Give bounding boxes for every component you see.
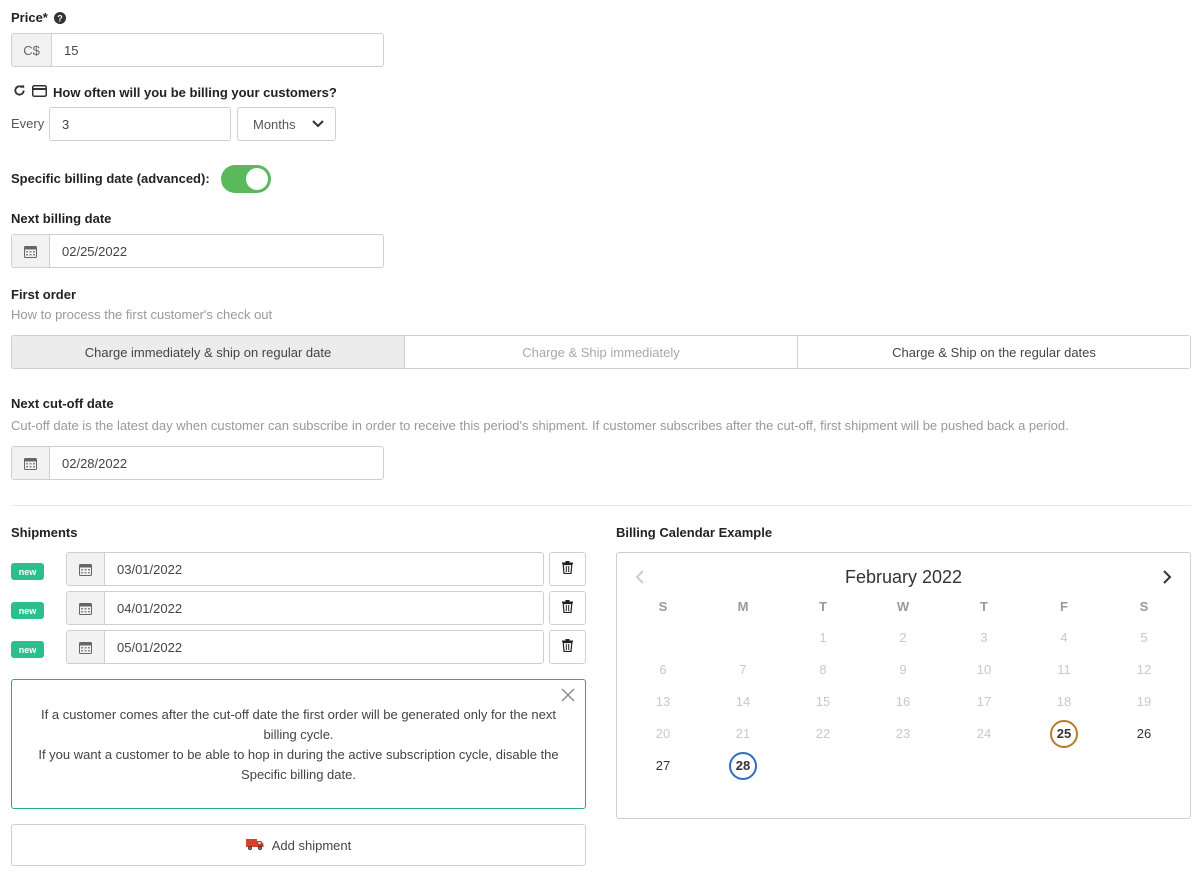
first-order-label: First order — [11, 287, 77, 302]
first-order-help: How to process the first customer's check out — [11, 307, 273, 322]
calendar-day[interactable]: 1 — [819, 630, 827, 645]
help-icon[interactable] — [54, 12, 66, 27]
next-billing-date-group — [11, 234, 384, 268]
calendar-day[interactable]: 12 — [1136, 662, 1152, 677]
weekday-header: T — [980, 599, 988, 614]
next-cutoff-help: Cut-off date is the latest day when customer can subscribe in order to receive this period's shipment. If customer subscribes after the cut-off, first shipment will be pushed back a period. — [11, 418, 1069, 433]
next-billing-date-label: Next billing date — [11, 211, 112, 226]
calendar-day[interactable]: 19 — [1136, 694, 1152, 709]
trash-icon — [562, 600, 573, 616]
calendar-day[interactable]: 7 — [739, 662, 747, 677]
price-label-text: Price* — [11, 10, 48, 25]
billing-frequency-question: How often will you be billing your customers? — [53, 84, 337, 100]
interval-unit-select[interactable] — [237, 107, 336, 141]
add-shipment-label: Add shipment — [271, 837, 352, 853]
calendar-day[interactable]: 14 — [735, 694, 751, 709]
first-order-option-charge-immediately-ship-regular[interactable]: Charge immediately & ship on regular date — [12, 336, 404, 368]
truck-icon — [246, 837, 264, 854]
shipment-date-input[interactable]: 03/01/2022 — [117, 561, 183, 577]
calendar-icon — [67, 592, 105, 624]
cutoff-notice — [11, 679, 586, 809]
interval-unit-value: Months — [253, 116, 296, 132]
calendar-icon — [67, 553, 105, 585]
every-label: Every — [11, 116, 45, 131]
calendar-day[interactable]: 20 — [655, 726, 671, 741]
credit-card-icon — [32, 85, 47, 100]
weekday-header: T — [819, 599, 827, 614]
weekday-header: F — [1060, 599, 1068, 614]
interval-count-input[interactable]: 3 — [49, 107, 231, 141]
calendar-day-billing[interactable]: 25 — [1050, 720, 1078, 748]
chevron-right-icon[interactable] — [1162, 569, 1172, 588]
price-label — [11, 10, 66, 27]
calendar-day[interactable]: 4 — [1060, 630, 1068, 645]
price-input-group — [11, 33, 384, 67]
calendar-day[interactable]: 6 — [659, 662, 667, 677]
shipment-date-input[interactable]: 05/01/2022 — [117, 639, 183, 655]
currency-addon: C$ — [12, 34, 52, 66]
weekday-header: W — [896, 599, 910, 614]
section-divider — [11, 505, 1191, 506]
calendar-day[interactable]: 21 — [735, 726, 751, 741]
shipment-date-input[interactable]: 04/01/2022 — [117, 600, 183, 616]
calendar-day[interactable]: 23 — [895, 726, 911, 741]
calendar-day[interactable]: 24 — [976, 726, 992, 741]
shipment-date-group — [66, 591, 544, 625]
price-input[interactable]: 15 — [64, 42, 79, 58]
specific-billing-label: Specific billing date (advanced): — [11, 171, 210, 186]
add-shipment-button[interactable] — [11, 824, 586, 866]
weekday-header: S — [658, 599, 668, 614]
notice-line-1: If a customer comes after the cut-off date the first order will be generated only for the next billing cycle. — [41, 707, 556, 742]
calendar-day[interactable]: 2 — [899, 630, 907, 645]
delete-shipment-button[interactable] — [549, 630, 586, 664]
calendar-icon — [12, 235, 50, 267]
shipment-date-group — [66, 552, 544, 586]
billing-frequency-heading — [13, 84, 337, 100]
calendar-day-cutoff[interactable]: 28 — [729, 752, 757, 780]
new-badge: new — [11, 641, 44, 658]
calendar-day[interactable]: 10 — [976, 662, 992, 677]
calendar-day[interactable]: 16 — [895, 694, 911, 709]
calendar-day[interactable]: 8 — [819, 662, 827, 677]
next-billing-date-input[interactable]: 02/25/2022 — [62, 243, 128, 259]
calendar-day[interactable]: 11 — [1057, 662, 1071, 677]
delete-shipment-button[interactable] — [549, 552, 586, 586]
calendar-day[interactable]: 9 — [899, 662, 907, 677]
new-badge: new — [11, 563, 44, 580]
chevron-down-icon — [311, 118, 325, 133]
calendar-day[interactable]: 13 — [655, 694, 671, 709]
next-cutoff-input[interactable]: 02/28/2022 — [62, 455, 128, 471]
calendar-day[interactable]: 3 — [980, 630, 988, 645]
calendar-day[interactable]: 15 — [815, 694, 831, 709]
trash-icon — [562, 639, 573, 655]
billing-calendar — [616, 552, 1191, 819]
calendar-day[interactable]: 17 — [976, 694, 992, 709]
notice-line-2: If you want a customer to be able to hop in during the active subscription cycle, disable the Specific billing date. — [38, 747, 559, 782]
delete-shipment-button[interactable] — [549, 591, 586, 625]
shipment-date-group — [66, 630, 544, 664]
weekday-header: S — [1139, 599, 1149, 614]
next-cutoff-label: Next cut-off date — [11, 396, 114, 411]
weekday-header: M — [737, 599, 749, 614]
trash-icon — [562, 561, 573, 577]
calendar-day[interactable]: 5 — [1140, 630, 1148, 645]
close-icon[interactable] — [561, 688, 575, 705]
calendar-month-title: February 2022 — [844, 567, 963, 587]
new-badge: new — [11, 602, 44, 619]
first-order-option-charge-ship-immediately[interactable]: Charge & Ship immediately — [404, 336, 797, 368]
calendar-icon — [12, 447, 50, 479]
calendar-day[interactable]: 18 — [1056, 694, 1072, 709]
calendar-day[interactable]: 22 — [815, 726, 831, 741]
notice-message — [32, 705, 565, 785]
calendar-icon — [67, 631, 105, 663]
first-order-options — [11, 335, 1191, 369]
shipments-label: Shipments — [11, 525, 78, 540]
first-order-option-charge-ship-regular[interactable]: Charge & Ship on the regular dates — [797, 336, 1190, 368]
calendar-day[interactable]: 27 — [655, 758, 671, 773]
specific-billing-toggle[interactable] — [221, 165, 271, 193]
calendar-day[interactable]: 26 — [1136, 726, 1152, 741]
billing-calendar-label: Billing Calendar Example — [616, 525, 773, 540]
svg-text:?: ? — [56, 13, 63, 24]
refresh-icon — [13, 84, 26, 100]
next-cutoff-group — [11, 446, 384, 480]
toggle-knob — [246, 168, 268, 190]
